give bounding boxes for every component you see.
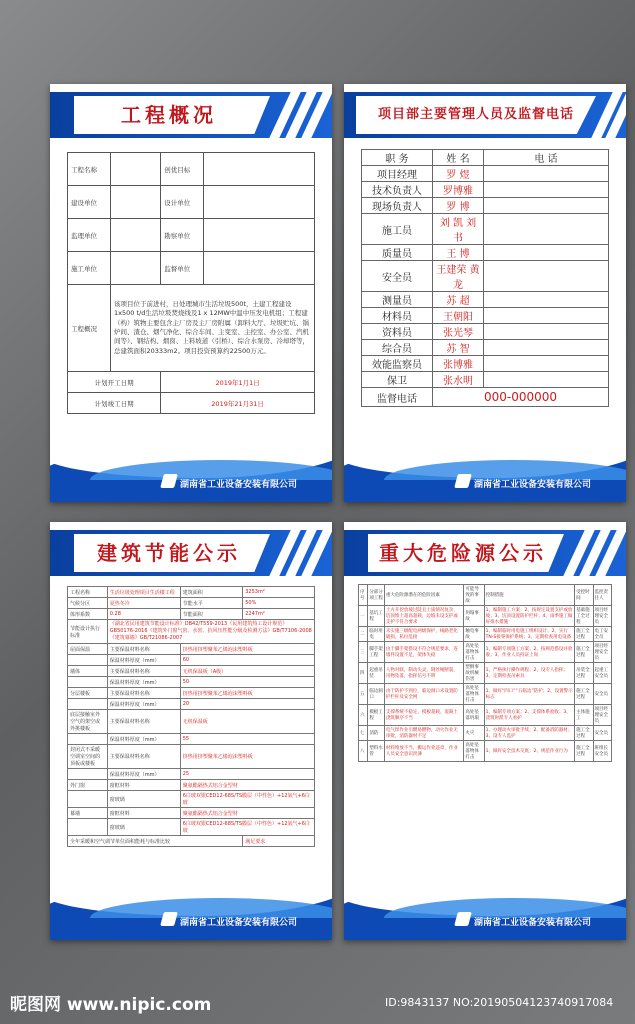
table-row (362, 166, 609, 182)
responsible-person: 电工安全员 (593, 627, 611, 642)
work-item: 脚手架工程 (368, 642, 385, 663)
role-cell: 测量员 (362, 292, 433, 308)
control-time: 主体施工 (575, 705, 593, 726)
value-cell: 60 (180, 655, 314, 666)
accident-type: 高处坠落物体打击 (464, 642, 484, 663)
column-header: 监控责任人 (593, 585, 611, 606)
table-row (359, 606, 612, 627)
name-cell: 刘 凯 刘 书 (433, 214, 484, 245)
table-row (362, 261, 609, 292)
work-item: 临时用电 (368, 627, 385, 642)
table-row (359, 663, 612, 684)
control-measure: 1、编制施工方案；2、按规定设置支护或放坡；3、坑顶设置防护栏杆；4、雨季施工做好排水措施 (484, 606, 574, 627)
label-cell: 保温材料厚度（mm） (107, 655, 180, 666)
label-cell: 计划开工日期 (68, 372, 161, 393)
table-row (68, 598, 315, 609)
table-row (362, 324, 609, 340)
label-cell (68, 819, 108, 836)
name-cell: 罗博雅 (433, 182, 484, 198)
table-row (68, 819, 315, 836)
overview-table (67, 152, 315, 414)
table-row (68, 609, 315, 620)
value-cell: 无机保温板（A级） (180, 666, 314, 677)
board-energy-saving (50, 522, 332, 940)
table-row (68, 285, 315, 372)
responsible-person: 安全员 (593, 684, 611, 705)
control-measure: 1、编制专项方案；2、支撑体系验收；3、浇筑时派专人看护 (484, 705, 574, 726)
label-cell (68, 655, 108, 666)
label-cell: 主要保温材料名称 (107, 666, 180, 677)
column-header: 分部分项工程 (368, 585, 385, 606)
accident-type: 高处坠落物体打击 (464, 684, 484, 705)
name-cell: 苏 超 (433, 292, 484, 308)
value-cell: 25 (180, 769, 314, 780)
phone-cell (484, 261, 609, 292)
row-number: 一 (359, 606, 368, 627)
value-cell (111, 153, 161, 186)
label-cell (68, 791, 108, 808)
value-cell: 挤热用挤塑聚苯乙烯泡沫塑料板 (180, 644, 314, 655)
hazard-factor: 支撑系统不稳定，模板超载，混凝土浇筑顺序不当 (384, 705, 463, 726)
value-cell (111, 186, 161, 219)
hazard-factor: 未实施三级配电两级保护，线路老化破损，私拉乱接 (384, 627, 463, 642)
table-row (362, 372, 609, 388)
label-cell: 幕墙 (68, 808, 108, 819)
value-cell: 50 (180, 677, 314, 688)
phone-cell (484, 372, 609, 388)
label-cell: 节能水平 (180, 598, 243, 609)
role-cell: 施工员 (362, 214, 433, 245)
control-measure: 1、严格执行操作规程；2、设专人指挥；3、定期检查吊索具 (484, 663, 574, 684)
table-row (68, 644, 315, 655)
table-row (68, 791, 315, 808)
row-number: 六 (359, 705, 368, 726)
board-title: 重大危险源公示 (379, 541, 547, 565)
label-cell (68, 734, 108, 745)
control-measure: 1、做好“四口”“五临边”防护；2、设置警示标志 (484, 684, 574, 705)
label-cell: 保温材料厚度（mm） (107, 677, 180, 688)
table-row (68, 745, 315, 769)
table-row (68, 677, 315, 688)
phone-cell (484, 324, 609, 340)
staff-table (361, 149, 609, 407)
control-measure: 1、编制临时用电施工组织设计；2、实行TN-S接零保护系统；3、定期检查用电设备 (484, 627, 574, 642)
row-number: 七 (359, 726, 368, 741)
work-item: 基坑工程 (368, 606, 385, 627)
value-cell (204, 153, 315, 186)
row-number: 八 (359, 741, 368, 762)
label-cell: 外门窗 (68, 780, 108, 791)
role-cell: 保卫 (362, 372, 433, 388)
name-cell: 张博雅 (433, 356, 484, 372)
role-cell: 资料员 (362, 324, 433, 340)
value-cell: 55 (180, 734, 314, 745)
label-cell: 工程名称 (68, 153, 111, 186)
energy-table (67, 586, 315, 847)
value-cell: 6白玻双银CED12-68S/TS膜层（中性色）+12氩气+6白玻 (180, 819, 314, 836)
hazard-factor: 土方开挖放坡过陡且土质情况复杂，坑顶堆土超高超载，边坡未设支护或支护不符合要求 (384, 606, 463, 627)
table-row (362, 356, 609, 372)
value-cell: 挤热用挤塑聚苯乙烯泡沫塑料板 (180, 745, 314, 769)
start-date: 2019年1月1日 (161, 372, 315, 393)
phone-cell (484, 198, 609, 214)
label-cell: 主要保温材料名称 (107, 644, 180, 655)
table-row (68, 808, 315, 819)
label-cell: 监督单位 (161, 252, 204, 285)
column-header: 序号 (359, 585, 368, 606)
table-row (362, 182, 609, 198)
value-cell: 聚氨酯隔热式铝合金型材 (180, 780, 314, 791)
phone-cell (484, 182, 609, 198)
table-row (68, 769, 315, 780)
value-cell: 20 (180, 699, 314, 710)
phone-cell (484, 214, 609, 245)
company-name: 湖南省工业设备安装有限公司 (474, 480, 592, 490)
label-cell: 施工单位 (68, 252, 111, 285)
responsible-person: 项目经理安全员 (593, 705, 611, 726)
table-header-row (359, 585, 612, 606)
hazard-factor: 人物对联，制动失灵，钢丝绳断裂，吊物坠落，指挥信号不明 (384, 663, 463, 684)
row-number: 二 (359, 627, 368, 642)
label-cell: 窗框材料 (107, 808, 180, 819)
control-measure: 1、做好安全技术交底；2、规范作业行为 (484, 741, 574, 762)
board-title: 建筑节能公示 (97, 541, 241, 565)
table-row (362, 245, 609, 261)
label-cell: 保温材料厚度（mm） (107, 734, 180, 745)
supervision-phone: 000-000000 (433, 388, 609, 407)
phone-cell (484, 340, 609, 356)
board-project-overview (50, 84, 332, 502)
name-cell: 苏 智 (433, 340, 484, 356)
table-row (68, 587, 315, 598)
table-row (68, 393, 315, 414)
value-cell: 生活垃圾处理项目生活楼工程 (107, 587, 180, 598)
table-row (68, 153, 315, 186)
control-time: 施工全过程 (575, 726, 593, 741)
hazard-factor: 电气焊作业引燃易燃物，动火作业无审批，消防器材不足 (384, 726, 463, 741)
control-time: 施工全过程 (575, 684, 593, 705)
value-cell: 2247m² (243, 609, 315, 620)
standard-text: 《湖北省民用建筑节能设计标准》DB42/T559-2013《民用建筑热工设计规范》GB50176-2016《建筑外门窗气密、水密、抗风压性能分级及检测方法》GB/T7106-2008《建筑幕墙》GB/T21086-2007 (107, 620, 314, 644)
label-cell: 保温材料厚度（mm） (107, 699, 180, 710)
role-cell: 现场负责人 (362, 198, 433, 214)
table-row (68, 666, 315, 677)
table-row (68, 620, 315, 644)
hazard-factor: 由于防护不到位，临边洞口未设置防护栏杆及安全网 (384, 684, 463, 705)
work-item: 模板工程 (368, 705, 385, 726)
table-row (359, 684, 612, 705)
control-time: 基础施工全过程 (575, 606, 593, 627)
control-time: 施工全过程 (575, 741, 593, 762)
responsible-person: 项目经理安全员 (593, 642, 611, 663)
column-header: 电 话 (484, 150, 609, 166)
table-row (362, 308, 609, 324)
hazard-table (358, 584, 612, 762)
phone-cell (484, 166, 609, 182)
label-cell: 窗玻璃 (107, 819, 180, 836)
label-cell: 窗玻璃 (107, 791, 180, 808)
table-row (362, 388, 609, 407)
label-cell: 屋面保温 (68, 644, 108, 655)
table-row (68, 372, 315, 393)
board-header (50, 92, 332, 138)
table-row (359, 627, 612, 642)
name-cell: 张光琴 (433, 324, 484, 340)
table-row (68, 186, 315, 219)
label-cell: 计划竣工日期 (68, 393, 161, 414)
phone-cell (484, 308, 609, 324)
table-row (362, 340, 609, 356)
label-cell: 工程概况 (68, 285, 111, 372)
column-header: 受控时间 (575, 585, 593, 606)
label-cell: 建设单位 (68, 186, 111, 219)
role-cell: 项目经理 (362, 166, 433, 182)
site-watermark: 昵图网 www.nipic.com (10, 995, 212, 1015)
label-cell: 窗框材料 (107, 780, 180, 791)
phone-label: 监督电话 (362, 388, 433, 407)
name-cell: 罗 煜 (433, 166, 484, 182)
role-cell: 技术负责人 (362, 182, 433, 198)
table-row (68, 252, 315, 285)
board-header (344, 530, 626, 576)
accident-type: 火灾 (464, 726, 484, 741)
column-header: 姓 名 (433, 150, 484, 166)
table-row (362, 292, 609, 308)
label-cell: 气候分区 (68, 598, 108, 609)
value-cell: 0.28 (107, 609, 180, 620)
row-number: 五 (359, 684, 368, 705)
label-cell: 封闭式不采暖空调室空间的顶板或楼板 (68, 745, 108, 769)
hazard-factor: 材料堆放不当，搬运作业违章，作业人员安全意识淡薄 (384, 741, 463, 762)
role-cell: 质量员 (362, 245, 433, 261)
board-footer (50, 870, 332, 940)
table-row (362, 198, 609, 214)
value-cell (204, 219, 315, 252)
table-row (68, 699, 315, 710)
label-cell: 底层接触室外空气的架空或外挑楼板 (68, 710, 108, 734)
label-cell (68, 769, 108, 780)
phone-cell (484, 356, 609, 372)
control-measure: 1、编制专项施工方案；2、按规范搭设并验收；3、作业人员持证上岗 (484, 642, 574, 663)
board-header (344, 92, 626, 138)
label-cell: 节能面积 (180, 609, 243, 620)
table-row (68, 780, 315, 791)
board-title: 项目部主要管理人员及监督电话 (377, 107, 574, 122)
work-item: 临边洞口 (368, 684, 385, 705)
column-header: 可能导致的事故 (464, 585, 484, 606)
label-cell: 工程名称 (68, 587, 108, 598)
accident-type: 坍塌事故 (464, 606, 484, 627)
work-item: 起重吊装 (368, 663, 385, 684)
label-cell (68, 677, 108, 688)
role-cell: 效能监察员 (362, 356, 433, 372)
table-row (68, 734, 315, 745)
hazard-factor: 由于脚手架搭设不符合规范要求，连墙件设置不足，架体失稳 (384, 642, 463, 663)
label-cell: 全年采暖和空气调节单位面积能耗与标准比较 (68, 836, 243, 847)
value-cell: 无机保温板 (180, 710, 314, 734)
label-cell: 建筑面积 (180, 587, 243, 598)
label-cell: 设计单位 (161, 186, 204, 219)
column-header: 控制措施 (484, 585, 574, 606)
table-row (68, 688, 315, 699)
company-name: 湖南省工业设备安装有限公司 (180, 480, 298, 490)
value-cell (111, 219, 161, 252)
label-cell: 监理单位 (68, 219, 111, 252)
board-footer (50, 432, 332, 502)
label-cell: 主要保温材料名称 (107, 688, 180, 699)
image-id-watermark: ID:9843137 NO:20190504123740917084 (385, 996, 614, 1009)
end-date: 2019年21月31日 (161, 393, 315, 414)
table-row (359, 726, 612, 741)
row-number: 三 (359, 642, 368, 663)
value-cell: 聚氨酯隔热式铝合金型材 (180, 808, 314, 819)
value-cell (111, 252, 161, 285)
label-cell: 创优目标 (161, 153, 204, 186)
label-cell: 勘察单位 (161, 219, 204, 252)
overview-text: 该项目位于前进村，日处理城市生活垃圾500t，土建工程建设1x500 t/d生活垃圾焚烧线及1 x 12MW中温中压发电机组；工程建（构）筑物主要包含主厂房及主厂房附属（卸料大厅、垃圾贮坑、锅炉间、渣仓、烟气净化、综合车间、主变室、主控室、办公室、汽机间等）、钢结构、烟囱、上料坡道（引桥）、综合水泵房、冷却塔等，总建筑面积20333m2。项目投资预算约22500万元。 (111, 285, 315, 372)
responsible-person: 项目经理安全员 (593, 606, 611, 627)
name-cell: 王建荣 黄 龙 (433, 261, 484, 292)
control-time: 施工全过程 (575, 627, 593, 642)
work-item: 消防 (368, 726, 385, 741)
name-cell: 张水明 (433, 372, 484, 388)
label-cell: 节能设计执行标准 (68, 620, 108, 644)
accident-type: 高处坠落坍塌 (464, 705, 484, 726)
value-cell (204, 252, 315, 285)
role-cell: 综合员 (362, 340, 433, 356)
table-header-row (362, 150, 609, 166)
value-cell: 挤热用挤塑聚苯乙烯泡沫塑料板 (180, 688, 314, 699)
value-cell: 50% (243, 598, 315, 609)
label-cell (68, 699, 108, 710)
table-row (359, 642, 612, 663)
board-footer (344, 432, 626, 502)
label-cell: 墙体 (68, 666, 108, 677)
board-header (50, 530, 332, 576)
role-cell: 材料员 (362, 308, 433, 324)
table-row (362, 214, 609, 245)
accident-type: 高处坠落物体打击 (464, 741, 484, 762)
phone-cell (484, 292, 609, 308)
phone-cell (484, 245, 609, 261)
column-header: 重大危险源潜在的危险因素 (384, 585, 463, 606)
row-number: 四 (359, 663, 368, 684)
value-cell: 夏热冬冷 (107, 598, 180, 609)
accident-type: 塑倒事故机械伤害 (464, 663, 484, 684)
label-cell: 主要保温材料名称 (107, 710, 180, 734)
board-title: 工程概况 (121, 103, 217, 127)
board-footer (344, 870, 626, 940)
control-measure: 1、办理动火审批手续；2、配备消防器材；3、设专人监护 (484, 726, 574, 741)
table-row (359, 705, 612, 726)
column-header: 职 务 (362, 150, 433, 166)
table-row (68, 836, 315, 847)
board-management-staff (344, 84, 626, 502)
control-time: 施工全过程 (575, 642, 593, 663)
value-cell (204, 186, 315, 219)
label-cell: 分层楼板 (68, 688, 108, 699)
label-cell: 体形系数 (68, 609, 108, 620)
name-cell: 王 博 (433, 245, 484, 261)
company-name: 湖南省工业设备安装有限公司 (180, 918, 298, 928)
board-major-hazards (344, 522, 626, 940)
name-cell: 王朝阳 (433, 308, 484, 324)
accident-type: 触电事故 (464, 627, 484, 642)
value-cell: 满足要求 (243, 836, 315, 847)
company-name: 湖南省工业设备安装有限公司 (474, 918, 592, 928)
responsible-person: 安全员 (593, 726, 611, 741)
name-cell: 罗 博 (433, 198, 484, 214)
label-cell: 保温材料厚度（mm） (107, 769, 180, 780)
responsible-person: 起重工安全员 (593, 663, 611, 684)
label-cell: 主要保温材料名称 (107, 745, 180, 769)
table-row (68, 219, 315, 252)
value-cell: 6白玻双银CED12-68S/TS膜层（中性色）+12氩气+6白玻 (180, 791, 314, 808)
table-row (68, 655, 315, 666)
table-row (68, 710, 315, 734)
table-row (359, 741, 612, 762)
responsible-person: 班组长安全员 (593, 741, 611, 762)
control-time: 吊装全过程 (575, 663, 593, 684)
value-cell: 3253m² (243, 587, 315, 598)
work-item: 塑料水管 (368, 741, 385, 762)
role-cell: 安全员 (362, 261, 433, 292)
